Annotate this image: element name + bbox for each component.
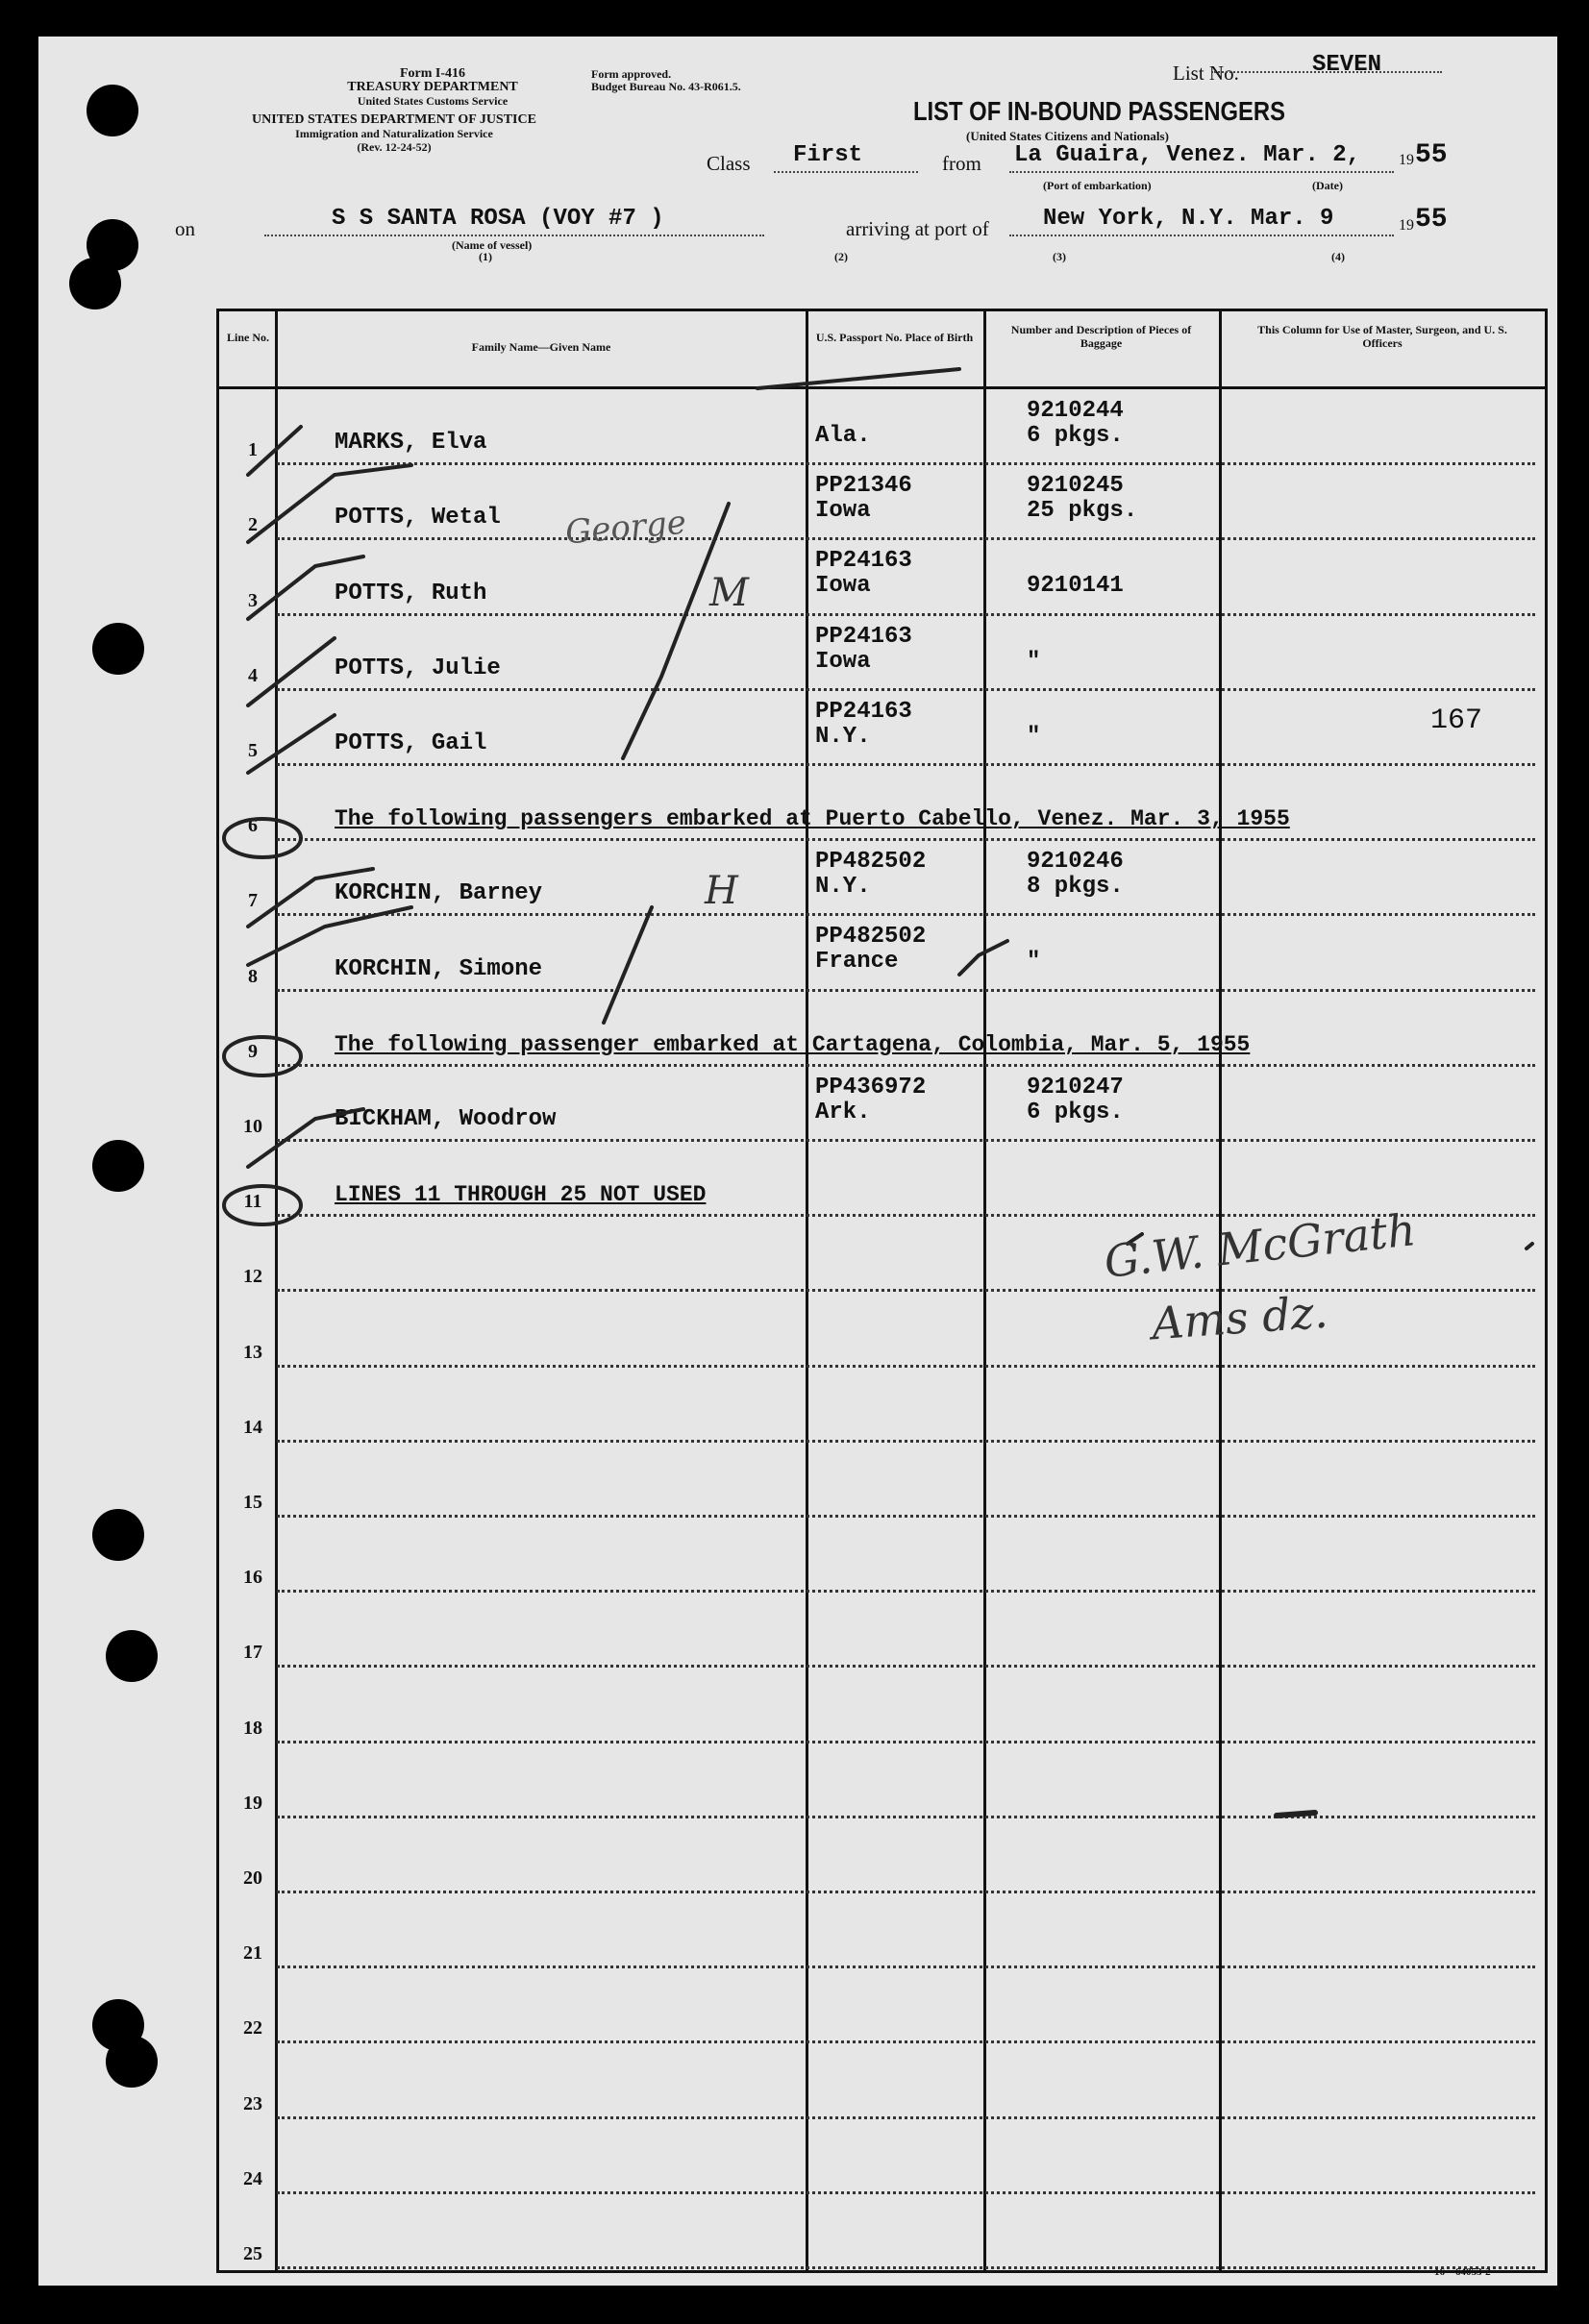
passenger-name: POTTS, Wetal: [335, 505, 501, 532]
line-number: 15: [243, 1491, 262, 1513]
arriving-label: arriving at port of: [846, 217, 989, 240]
class-value: First: [793, 142, 863, 168]
passenger-name: The following passenger embarked at Cartagena, Colombia, Mar. 5, 1955: [335, 1031, 1251, 1057]
officer-note: 167: [1430, 704, 1483, 737]
place-of-birth: N.Y.: [815, 723, 871, 750]
baggage-description: 25 pkgs.: [1027, 498, 1138, 525]
from-year: 55: [1415, 140, 1448, 170]
passport-number: PP24163: [815, 623, 912, 650]
place-of-birth: Iowa: [815, 648, 871, 675]
punch-hole: [92, 1509, 144, 1561]
passport-number: PP436972: [815, 1074, 927, 1100]
line-number: 2: [248, 514, 258, 536]
baggage-description: 6 pkgs.: [1027, 1099, 1124, 1125]
ins: Immigration and Naturalization Service: [295, 127, 493, 140]
revision: (Rev. 12-24-52): [357, 140, 432, 154]
header-baggage: Number and Description of Pieces of Baggage: [1010, 323, 1192, 350]
col-number-2: (2): [834, 250, 848, 263]
line-number: 22: [243, 2017, 262, 2040]
form-subtitle: (United States Citizens and Nationals): [966, 129, 1169, 143]
header-name: Family Name—Given Name: [471, 340, 611, 354]
footer-code: 16—64053-2: [1434, 2266, 1491, 2278]
line-number: 24: [243, 2167, 262, 2189]
list-no-label: List No.: [1173, 62, 1239, 85]
baggage-description: 6 pkgs.: [1027, 423, 1124, 449]
passenger-name: The following passengers embarked at Puerto Cabello, Venez. Mar. 3, 1955: [335, 806, 1290, 832]
line-number: 20: [243, 1867, 262, 1889]
vessel-name: S S SANTA ROSA (VOY #7 ): [332, 206, 664, 232]
handwritten-mark-3: M: [709, 571, 749, 615]
arrival-year: 55: [1415, 205, 1448, 235]
arrival-value: New York, N.Y. Mar. 9: [1043, 206, 1334, 232]
vessel-caption: (Name of vessel): [452, 238, 533, 252]
port-caption: (Port of embarkation): [1043, 179, 1152, 192]
baggage-number: 9210247: [1027, 1074, 1124, 1100]
passenger-name: MARKS, Elva: [335, 430, 487, 457]
place-of-birth: Ark.: [815, 1099, 871, 1125]
line-number: 12: [243, 1266, 262, 1288]
line-number: 17: [243, 1642, 262, 1664]
line-number: 21: [243, 1942, 262, 1965]
baggage-description: 8 pkgs.: [1027, 874, 1124, 901]
line-number: 8: [248, 965, 258, 987]
passport-number: PP482502: [815, 924, 927, 951]
place-of-birth: Iowa: [815, 498, 871, 525]
place-of-birth: Ala.: [815, 423, 871, 449]
punch-hole: [106, 1630, 158, 1682]
arrival-year-prefix: 19: [1399, 217, 1414, 234]
passport-number: PP482502: [815, 849, 927, 876]
place-of-birth: France: [815, 949, 899, 976]
passenger-name: KORCHIN, Barney: [335, 880, 543, 907]
baggage-number: 9210244: [1027, 398, 1124, 424]
passenger-name: KORCHIN, Simone: [335, 955, 543, 982]
baggage-description: ": [1027, 949, 1041, 976]
line-number: 7: [248, 890, 258, 912]
punch-hole: [92, 1140, 144, 1192]
punch-hole: [87, 85, 138, 136]
line-number: 18: [243, 1717, 262, 1739]
baggage-description: ": [1027, 648, 1041, 675]
passenger-name: LINES 11 THROUGH 25 NOT USED: [335, 1182, 707, 1208]
line-number: 1: [248, 439, 258, 461]
place-of-birth: N.Y.: [815, 874, 871, 901]
pencil-marks: [219, 311, 1551, 2276]
passport-number: PP24163: [815, 548, 912, 575]
list-no-value: SEVEN: [1312, 52, 1382, 78]
class-label: Class: [707, 152, 751, 175]
customs-service: United States Customs Service: [357, 94, 509, 108]
passenger-table: [216, 309, 1548, 2273]
form-title: LIST OF IN-BOUND PASSENGERS: [913, 96, 1286, 126]
passenger-name: BICKHAM, Woodrow: [335, 1105, 557, 1132]
from-label: from: [942, 152, 981, 175]
passenger-name: POTTS, Julie: [335, 655, 501, 681]
treasury-dept: TREASURY DEPARTMENT: [347, 80, 518, 94]
baggage-description: ": [1027, 723, 1041, 750]
col-number-4: (4): [1331, 250, 1345, 263]
budget-bureau: Budget Bureau No. 43-R061.5.: [591, 80, 741, 93]
col-number-3: (3): [1053, 250, 1066, 263]
passenger-name: POTTS, Ruth: [335, 580, 487, 606]
form-number: Form I-416: [399, 66, 466, 81]
passport-number: PP21346: [815, 473, 912, 500]
form-approved: Form approved.: [591, 67, 672, 81]
from-value: La Guaira, Venez. Mar. 2,: [1014, 142, 1361, 168]
signature-line-2: Ams dz.: [1150, 1285, 1330, 1350]
line-number: 10: [243, 1115, 262, 1137]
date-caption: (Date): [1312, 179, 1343, 192]
baggage-number: 9210245: [1027, 473, 1124, 500]
baggage-description: 9210141: [1027, 573, 1124, 600]
line-number: 9: [248, 1040, 258, 1062]
line-number: 19: [243, 1792, 262, 1814]
line-number: 13: [243, 1341, 262, 1363]
punch-hole: [92, 623, 144, 675]
line-number: 5: [248, 739, 258, 761]
line-number: 23: [243, 2092, 262, 2114]
line-number: 16: [243, 1567, 262, 1589]
passenger-name: POTTS, Gail: [335, 729, 487, 756]
place-of-birth: Iowa: [815, 573, 871, 600]
passport-number: PP24163: [815, 698, 912, 725]
handwritten-mark-7: H: [705, 869, 738, 913]
handwritten-george: George: [563, 503, 688, 553]
line-number: 11: [243, 1191, 262, 1213]
on-label: on: [175, 217, 195, 240]
punch-hole: [69, 258, 121, 309]
signature-line-1: G.W. McGrath: [1102, 1203, 1419, 1288]
line-number: 6: [248, 815, 258, 837]
line-number: 14: [243, 1416, 262, 1438]
header-officers: This Column for Use of Master, Surgeon, and U. S. Officers: [1257, 323, 1507, 350]
header-line-no: Line No.: [226, 331, 269, 344]
col-number-1: (1): [479, 250, 492, 263]
line-number: 25: [243, 2242, 262, 2264]
line-number: 4: [248, 664, 258, 686]
line-number: 3: [248, 589, 258, 611]
header-passport: U.S. Passport No. Place of Birth: [815, 331, 974, 344]
justice-dept: UNITED STATES DEPARTMENT OF JUSTICE: [252, 112, 536, 127]
baggage-number: 9210246: [1027, 849, 1124, 876]
document-page: [38, 37, 1557, 2286]
from-year-prefix: 19: [1399, 152, 1414, 168]
punch-hole: [106, 2036, 158, 2088]
